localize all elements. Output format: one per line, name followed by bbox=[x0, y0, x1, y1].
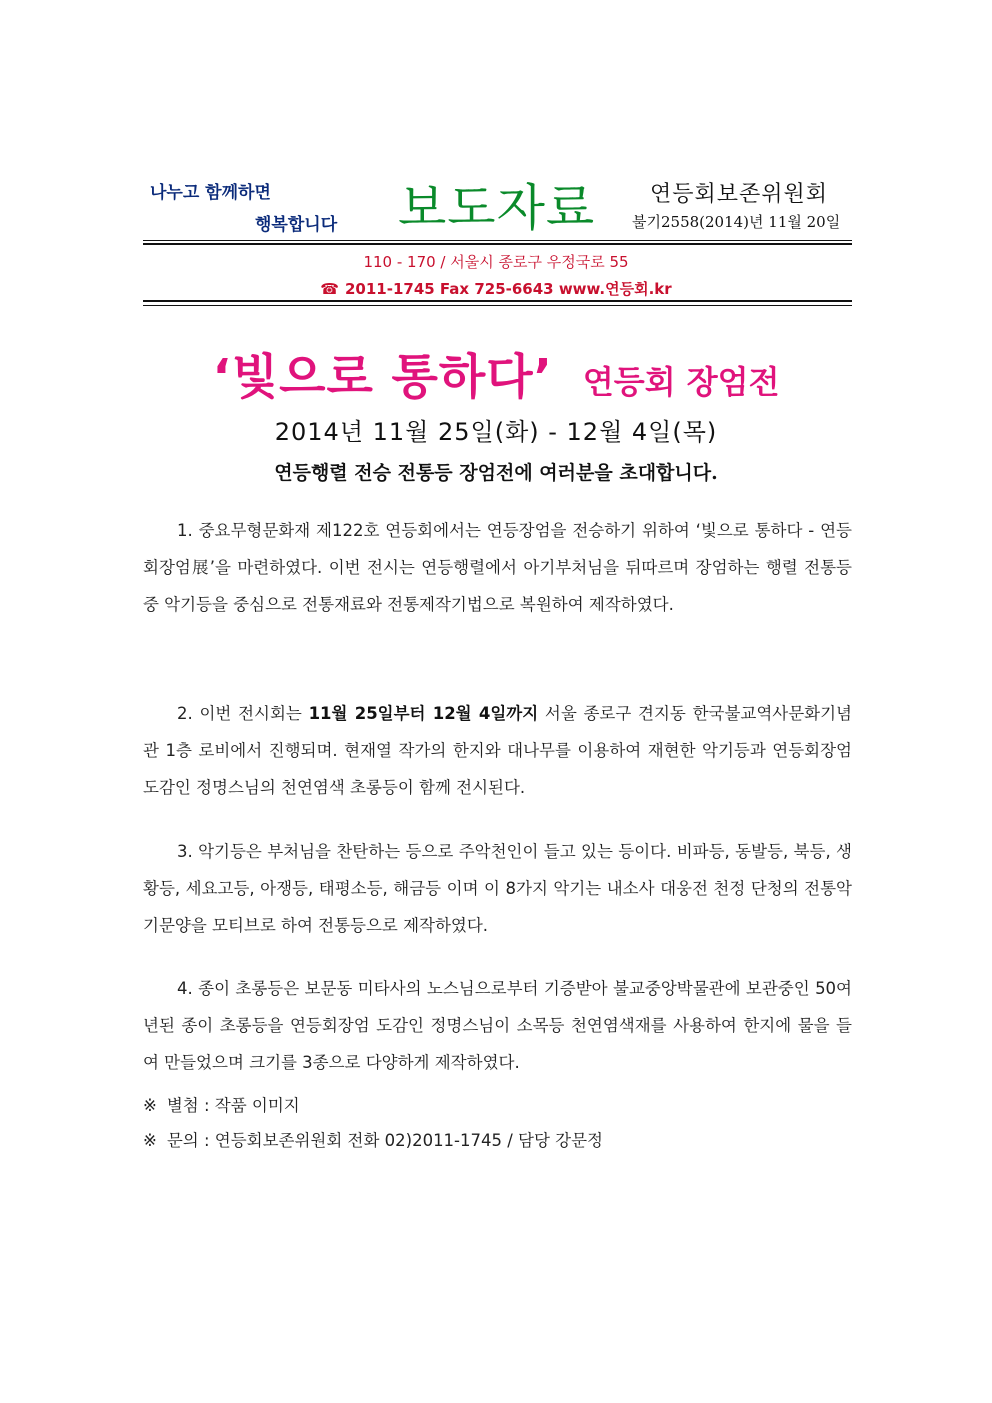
inquiry-note bbox=[143, 1127, 603, 1151]
reference-mark: ※ bbox=[143, 1096, 157, 1115]
phone-icon: ☎ bbox=[320, 280, 339, 298]
paragraph-2-intro: 2. 이번 전시회는 bbox=[177, 704, 309, 723]
contact-line bbox=[0, 278, 992, 299]
header-divider-top-thick bbox=[143, 243, 852, 245]
inquiry-text: 문의 : 연등회보존위원회 전화 02)2011-1745 / 담당 강문정 bbox=[166, 1131, 603, 1150]
paragraph-3: 3. 악기등은 부처님을 찬탄하는 등으로 주악천인이 들고 있는 등이다. 비파등, 동발등, 북등, 생황등, 세요고등, 아쟁등, 태평소등, 해금등 이며 이 8가지 악기는 내소사 대웅전 천정 단청의 전통악기문양을 모티브로 하여 전통등으로 제작하였다. bbox=[143, 842, 852, 935]
event-dates: 2014년 11월 25일(화) - 12월 4일(목) bbox=[274, 418, 718, 446]
main-title bbox=[0, 338, 992, 407]
paragraph-2 bbox=[143, 695, 852, 806]
attachment-text: 별첨 : 작품 이미지 bbox=[166, 1096, 300, 1115]
slogan-line-1: 나누고 함께하면 bbox=[150, 183, 271, 203]
header-divider-top-thin bbox=[143, 240, 852, 241]
organization-name: 연등회보존위원회 bbox=[650, 182, 829, 207]
invitation-line: 연등행렬 전승 전통등 장엄전에 여러분을 초대합니다. bbox=[274, 462, 718, 484]
header-divider-bottom-thick bbox=[143, 300, 852, 302]
contact-text: 2011-1745 Fax 725-6643 www.연등회.kr bbox=[344, 280, 672, 298]
title-quote: ‘빛으로 통하다’ bbox=[212, 349, 553, 405]
slogan-line-2: 행복합니다 bbox=[255, 215, 338, 235]
paragraph-4: 4. 종이 초롱등은 보문동 미타사의 노스님으로부터 기증받아 불교중앙박물관에 보관중인 50여년된 종이 초롱등을 연등회장엄 도감인 정명스님이 소목등 천연염색재를 사용하여 한지에 물을 들여 만들었으며 크기를 3종으로 다양하게 제작하였다. bbox=[143, 979, 852, 1072]
document-date: 불기2558(2014)년 11월 20일 bbox=[632, 213, 841, 231]
address-line: 110 - 170 / 서울시 종로구 우정국로 55 bbox=[363, 253, 629, 271]
paragraph-2-dates: 11월 25일부터 12월 4일까지 bbox=[308, 704, 539, 723]
attachment-note bbox=[143, 1092, 300, 1116]
reference-mark: ※ bbox=[143, 1131, 157, 1150]
paragraph-2-rest: 서울 종로구 견지동 한국불교역사문화기념관 1층 로비에서 진행되며. 현재열 작가의 한지와 대나무를 이용하여 재현한 악기등과 연등회장엄 도감인 정명스님의 천연염색 초롱등이 함께 전시된다. bbox=[143, 704, 852, 797]
paragraph-1: 1. 중요무형문화재 제122호 연등회에서는 연등장엄을 전승하기 위하여 ‘빛으로 통하다 - 연등회장엄展’을 마련하였다. 이번 전시는 연등행렬에서 아기부처님을 뒤따르며 장엄하는 행렬 전통등 중 악기등을 중심으로 전통재료와 전통제작기법으로 복원하여 제작하였다. bbox=[143, 521, 852, 614]
title-subtitle: 연등회 장엄전 bbox=[582, 363, 780, 401]
doc-type-heading: 보도자료 bbox=[398, 179, 596, 237]
header-divider-bottom-thin bbox=[143, 305, 852, 306]
